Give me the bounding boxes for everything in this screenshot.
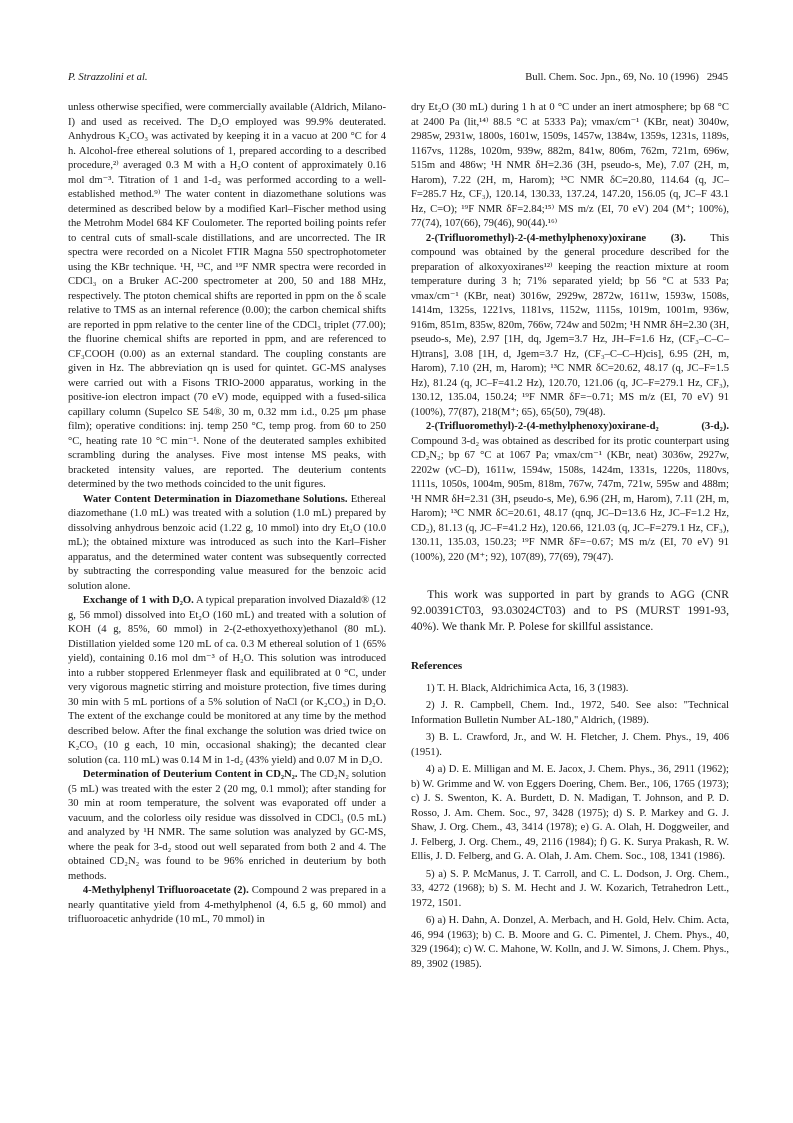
paragraph-text: Compound 2 was prepared in a nearly quantitative yield from 4-methylphenol (4, 6.5 g, 60 mmol) and trifluoroacetic anhydride (10 mL, 70 mmol) in: [68, 885, 386, 925]
paragraph-title: 4-Methylphenyl Trifluoroacetate (2).: [82, 885, 249, 896]
paragraph-text: This compound was obtained by the general procedure described for the preparation of alkoxyoxiranes¹²⁾ keeping the reaction mixture at room temperature during 3 h; 71% separated yield; bp 56 °C at 533 Pa; νmax/cm⁻¹ (KBr, neat) 3016w, 2929w, 2872w, 1611w, 1593w, 1508s, 1414m, 1325s, 1221vs, 1181vs, 1152w, 1115s, 1019m, 1001m, 936w, 916m, 851m, 835w, 820m, 766w, 724w and 502m; ¹H NMR δH=2.30 (3H, pseudo-s, Me), 2.97 [1H, dq, Jgem=3.7 Hz, JH–F=1.6 Hz, (CF₃–C–C–H)trans], 3.08 [1H, d, Jgem=3.7 Hz, (CF₃–C–C–H)cis], 6.95 (2H, m, Harom), 7.10 (2H, m, Harom); ¹³C NMR δC=20.62, 48.17 (q, JC–F=1.5 Hz), 81.24 (q, JC–F=41.2 Hz), 120.70, 121.06 (q, JC–F=279.1 Hz, CF₃), 130.12, 135.04, 150.24; ¹⁹F NMR δF=−0.71; MS m/z (EI, 70 eV) 91 (100%), 77(87), 218(M⁺; 65), 65(50), 79(48).: [411, 232, 729, 418]
paragraph: [68, 768, 386, 884]
reference-item: 1) T. H. Black, Aldrichimica Acta, 16, 3 (1983).: [425, 682, 629, 694]
reference-item: 2) J. R. Campbell, Chem. Ind., 1972, 540. See also: "Technical Information Bulletin Number AL-180," Aldrich, (1989).: [411, 700, 729, 726]
paragraph-text: dry Et₂O (30 mL) during 1 h at 0 °C under an inert atmosphere; bp 68 °C at 2400 Pa (lit,¹⁴⁾ 88.5 °C at 5333 Pa); νmax/cm⁻¹ (KBr, neat) 3040w, 2985w, 2931w, 1800s, 1601w, 1509s, 1457w, 1384w, 1359s, 1231s, 1189s, 1167vs, 1128s, 1020m, 939w, 882m, 841w, 806m, 762m, 721m, 696w, 515m and 486w; ¹H NMR δH=2.36 (3H, pseudo-s, Me), 7.07 (2H, m, Harom), 7.22 (2H, m, Harom); ¹³C NMR δC=20.80, 114.64 (q, JC–F=285.7 Hz, CF₃), 120.14, 130.33, 137.24, 147.20, 156.05 (q, JC–F 43.1 Hz, C=O); ¹⁹F NMR δF=2.84;¹⁵⁾ MS m/z (EI, 70 eV) 204 (M⁺; 100%), 77(74), 107(66), 79(46), 90(44).¹⁶⁾: [411, 102, 729, 229]
paragraph: [411, 232, 729, 421]
header-right: [525, 72, 728, 83]
paragraph: [68, 594, 386, 768]
reference-item: 4) a) D. E. Milligan and M. E. Jacox, J. Chem. Phys., 36, 2911 (1962); b) W. Grimme and W. von Eggers Doering, Chem. Ber., 106, 1765 (1973); c) J. S. Swenton, K. A. Burdett, D. N. Madigan, T. Johnson, and P. D. Rosso, J. Am. Chem. Soc., 97, 3428 (1975); d) S. P. Markey and G. J. Shaw, J. Org. Chem., 43, 3414 (1978); e) G. A. Olah, H. Doggweiler, and J. Felberg, J. Org. Chem., 49, 2116 (1984); f) G. K. Surya Prakash, R. W. Ellis, J. D. Felberg, and G. A. Olah, J. Am. Chem. Soc., 108, 1341 (1986).: [411, 764, 729, 862]
paragraph-title: 2-(Trifluoromethyl)-2-(4-methylphenoxy)oxirane (3).: [425, 232, 686, 244]
reference-item: 6) a) H. Dahn, A. Donzel, A. Merbach, and H. Gold, Helv. Chim. Acta, 46, 994 (1963); b) C. B. Moore and G. C. Pimentel, J. Chem. Phys., 40, 329 (1964); c) W. C. Mahone, W. Kolln, and J. W. Simons, J. Chem. Phys., 89, 3902 (1985).: [411, 915, 729, 970]
paragraph-title: Determination of Deuterium Content in CD₂N₂.: [82, 769, 298, 780]
header-journal: Bull. Chem. Soc. Jpn., 69, No. 10 (1996): [525, 72, 699, 83]
paragraph-title: 2-(Trifluoromethyl)-2-(4-methylphenoxy)oxirane-d₂ (3-d₂).: [425, 421, 729, 432]
references-heading: References: [411, 660, 463, 672]
reference-item: 3) B. L. Crawford, Jr., and W. H. Fletcher, J. Chem. Phys., 19, 406 (1951).: [411, 732, 729, 758]
paragraph-title: Exchange of 1 with D₂O.: [82, 595, 194, 606]
paragraph: [68, 884, 386, 928]
paragraph-text: Compound 3-d₂ was obtained as described for its protic counterpart using CD₂N₂; bp 67 °C at 1067 Pa; νmax/cm⁻¹ (KBr, neat) 3036w, 2927w, 2202w (νC–D), 1611w, 1594w, 1508s, 1424m, 1331s, 1220s, 1180vs, 1111s, 1050s, 1004m, 905m, 818m, 767w, 747m, 721w, 595w and 488m; ¹H NMR δH=2.31 (3H, pseudo-s, Me), 6.96 (2H, m, Harom), 7.11 (2H, m, Harom); ¹³C NMR δC=20.61, 48.17 (qnq, JC–D=13.6 Hz, JC–F=1.2 Hz, CD₂), 81.13 (q, JC–F=41.2 Hz), 120.66, 121.03 (q, JC–F=279.1 Hz, CF₃), 130.11, 135.03, 150.23; ¹⁹F NMR δF=−0.67; MS m/z (EI, 70 eV) 91 (100%), 220 (M⁺; 92), 107(89), 77(69), 79(47).: [411, 435, 729, 563]
running-header: [68, 72, 728, 88]
paragraph: [411, 420, 729, 565]
right-column: [411, 101, 729, 975]
header-page-number: 2945: [706, 72, 728, 83]
paragraph: [411, 101, 729, 232]
paragraph: [68, 101, 386, 493]
paragraph: [68, 493, 386, 595]
paragraph-title: Water Content Determination in Diazomethane Solutions.: [82, 493, 348, 505]
left-column: [68, 101, 386, 928]
paragraph-text: A typical preparation involved Diazald® (12 g, 56 mmol) dissolved into Et₂O (160 mL) and treated with a solution of KOH (4 g, 85%, 60 mmol) in 2-(2-ethoxyethoxy)ethanol (80 mL). Distillation yielded some 120 mL of ca. 0.3 M ethereal solution of 1 (65% yield), containing 0.16 mol dm⁻³ of H₂O. This solution was introduced into a rubber stoppered Erlenmeyer flask and equilibrated at 0 °C, under very vigorous magnetic stirring and moisture protection, five times during 30 min with 5 mL portions of a 5% solution of NaCl (or K₂CO₃) in D₂O. The extent of the exchange could be monitored at any time by the method described below. After the final exchange the solution was dried twice on K₂CO₃ (10 g each, 10 min, occasional shaking); the decanted clear solution (ca. 110 mL) was 0.14 M in 1-d₂ (43% yield) and 0.07 M in D₂O.: [68, 595, 387, 766]
acknowledgement: This work was supported in part by grands to AGG (CNR 92.00391CT03, 93.03024CT03) and to PS (MURST 1991-93, 40%). We thank Mr. P. Polese for skillful assistance.: [411, 588, 729, 633]
paragraph-text: The CD₂N₂ solution (5 mL) was treated with the ester 2 (20 mg, 0.1 mmol); after standing for 30 min at room temperature, the solvent was evaporated off under a vacuum, and the colorless oily residue was dissolved in CDCl₃ (0.5 mL) and analyzed by ¹H NMR. The same solution was analyzed by GC-MS, where the peak for 3-d₂ stood out well separated from both 2 and 4. The obtained CD₂N₂ was found to be 96% enriched in deuterium by both methods.: [68, 769, 386, 882]
reference-item: 5) a) S. P. McManus, J. T. Carroll, and C. L. Dodson, J. Org. Chem., 33, 4272 (1968); b) S. M. Hecht and J. W. Kozarich, Tetrahedron Lett., 1972, 1501.: [411, 868, 729, 909]
paragraph-text: unless otherwise specified, were commercially available (Aldrich, Milano-I) and used as received. The D₂O employed was 99.9% deuterated. Anhydrous K₂CO₃ was activated by keeping it in a vacuo at 200 °C for 4 h. Alcohol-free ethereal solutions of 1, prepared according to a described procedure,²⁾ averaged 0.3 M with a H₂O content of approximately 0.16 mol dm⁻³. Titration of 1 and 1-d₂ was performed according to a well-established method.⁹⁾ The water content in diazomethane solutions was determined as described below by a modified Karl–Fischer method using the Metrohm Model 684 KF Coulometer. The reported boiling points refer to central cuts of small-scale distillations, and are uncorrected. The IR spectra were recorded on a Nicolet FTIR Magna 550 spectrophotometer using the KBr technique. ¹H, ¹³C, and ¹⁹F NMR spectra were recorded in CDCl₃ on a Bruker AC-200 spectrometer at 200, 50 and 188 MHz, respectively. The ptoton chemical shifts are reported in ppm on the δ scale relative to TMS as an internal reference (0.00); the carbon chemical shifts are reported in ppm relative to the center line of the CDCl₃ triplet (77.00); the fluorine chemical shifts are reported in ppm, and are referenced to CF₃COOH (0.00) as an external standard. The coupling constants are given in Hz. The abbreviation qn is used for quintet. GC-MS analyses were carried out with a Fisons TRIO-2000 apparatus, working in the positive-ion electron impact (70 eV) mode, equipped with a fused-silica capillary column (Supelco SE 54®, 30 m, 0.32 mm i.d., 0.25 μm phase film); operative conditions: inj. temp 250 °C, temp prog. from 60 to 250 °C, heating rate 10 °C min⁻¹. None of the deuterated samples exhibited scrambling during the analyses. Five most intense MS peaks, with bracketed intensity values, are reported. The deuterium contents determined by the two methods coincided to the unit figures.: [68, 102, 386, 490]
paragraph-text: Ethereal diazomethane (1.0 mL) was treated with a solution (1.0 mL) prepared by dissolving anhydrous benzoic acid (1.22 g, 10 mmol) into dry Et₂O (10.0 mL); the obtained mixture was introduced as such into the Karl–Fisher apparatus, and the determined water content was subsequently corrected by subtracting the corresponding value measured for the benzoic acid solution alone.: [68, 493, 386, 592]
reference-list: [411, 682, 729, 973]
header-authors: P. Strazzolini et al.: [68, 72, 148, 83]
